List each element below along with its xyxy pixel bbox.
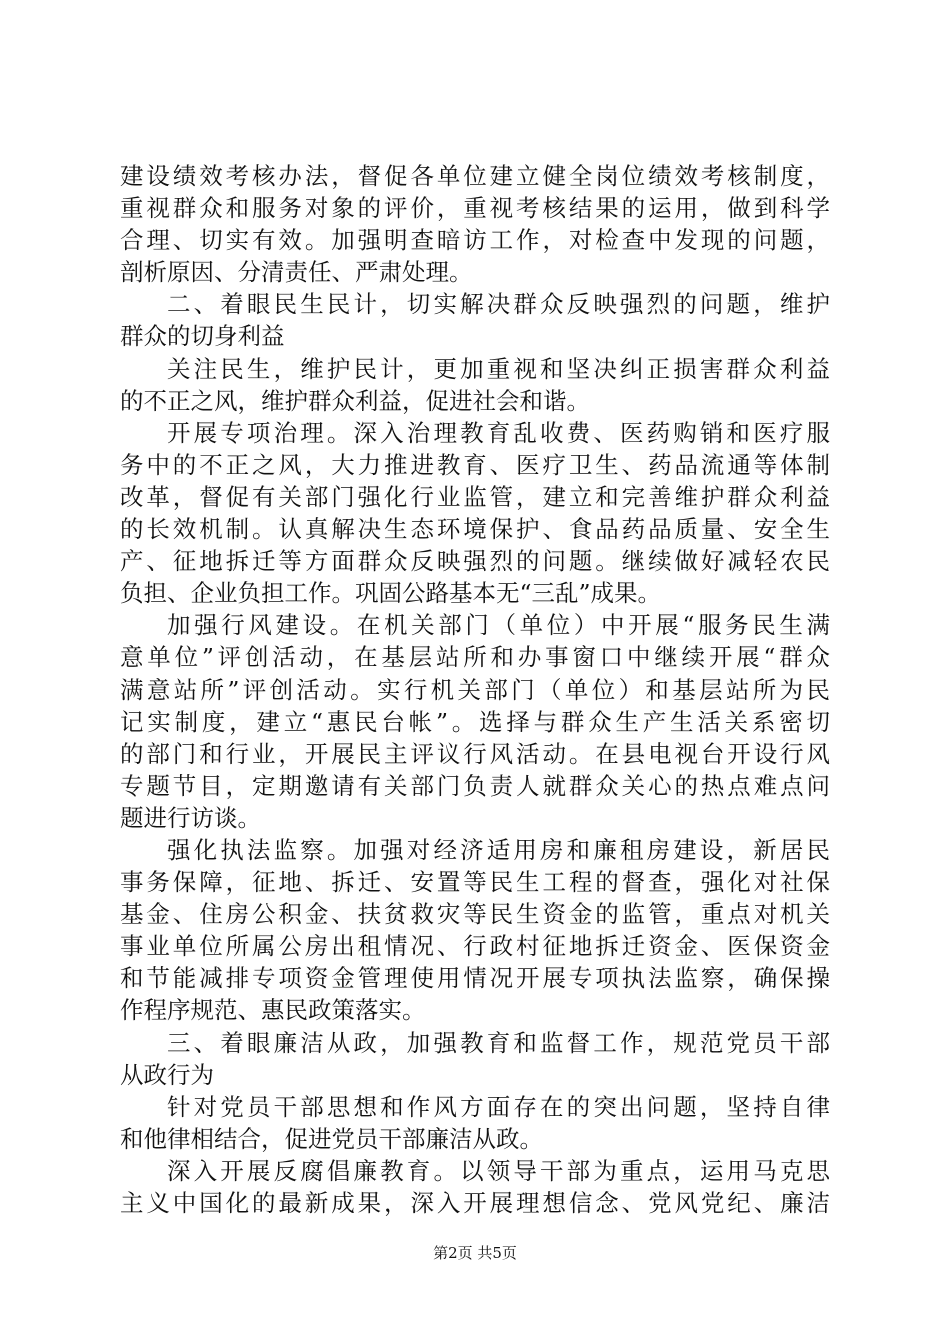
text-line: 加强行风建设。在机关部门（单位）中开展“服务民生满 <box>167 611 830 640</box>
text-line: 群众的切身利益 <box>120 322 285 351</box>
page-footer <box>0 1243 950 1263</box>
text-line: 务中的不正之风，大力推进教育、医疗卫生、药品流通等体制 <box>120 450 830 479</box>
text-line: 改革，督促有关部门强化行业监管，建立和完善维护群众利益 <box>120 482 830 511</box>
text-line: 负担、企业负担工作。巩固公路基本无“三乱”成果。 <box>120 579 662 608</box>
text-line: 关注民生，维护民计，更加重视和坚决纠正损害群众利益 <box>167 354 830 383</box>
text-line: 事务保障，征地、拆迁、安置等民生工程的督查，强化对社保 <box>120 868 830 897</box>
text-line: 记实制度，建立“惠民台帐”。选择与群众生产生活关系密切 <box>120 707 830 736</box>
text-line: 合理、切实有效。加强明查暗访工作，对检查中发现的问题， <box>120 226 830 255</box>
text-line: 建设绩效考核办法，督促各单位建立健全岗位绩效考核制度， <box>120 162 830 190</box>
text-line: 三、着眼廉洁从政，加强教育和监督工作，规范党员干部 <box>167 1028 830 1057</box>
text-line: 的部门和行业，开展民主评议行风活动。在县电视台开设行风 <box>120 739 830 768</box>
text-line: 重视群众和服务对象的评价，重视考核结果的运用，做到科学 <box>120 194 830 223</box>
text-line: 作程序规范、惠民政策落实。 <box>120 996 426 1025</box>
document-body <box>120 160 830 1219</box>
text-line: 针对党员干部思想和作风方面存在的突出问题，坚持自律 <box>167 1092 830 1121</box>
text-line: 从政行为 <box>120 1060 214 1089</box>
text-line: 事业单位所属公房出租情况、行政村征地拆迁资金、医保资金 <box>120 932 830 961</box>
text-line: 满意站所”评创活动。实行机关部门（单位）和基层站所为民 <box>120 675 830 704</box>
text-line: 和节能减排专项资金管理使用情况开展专项执法监察，确保操 <box>120 964 830 993</box>
text-line: 专题节目，定期邀请有关部门负责人就群众关心的热点难点问 <box>120 771 830 800</box>
text-line: 意单位”评创活动，在基层站所和办事窗口中继续开展“群众 <box>120 643 830 672</box>
text-line: 二、着眼民生民计，切实解决群众反映强烈的问题，维护 <box>167 290 830 319</box>
text-line: 基金、住房公积金、扶贫救灾等民生资金的监管，重点对机关 <box>120 900 830 929</box>
text-line: 的长效机制。认真解决生态环境保护、食品药品质量、安全生 <box>120 515 830 544</box>
text-line: 剖析原因、分清责任、严肃处理。 <box>120 258 473 287</box>
text-line: 强化执法监察。加强对经济适用房和廉租房建设，新居民 <box>167 835 830 864</box>
text-line: 和他律相结合，促进党员干部廉洁从政。 <box>120 1124 543 1153</box>
text-line: 题进行访谈。 <box>120 803 261 832</box>
text-line: 深入开展反腐倡廉教育。以领导干部为重点，运用马克思 <box>167 1156 830 1185</box>
text-line: 主义中国化的最新成果，深入开展理想信念、党风党纪、廉洁 <box>120 1189 830 1217</box>
page-number-label: 第2页 共5页 <box>433 1244 517 1262</box>
text-line: 开展专项治理。深入治理教育乱收费、医药购销和医疗服 <box>167 418 830 447</box>
text-line: 产、征地拆迁等方面群众反映强烈的问题。继续做好减轻农民 <box>120 547 830 576</box>
text-line: 的不正之风，维护群众利益，促进社会和谐。 <box>120 386 590 415</box>
